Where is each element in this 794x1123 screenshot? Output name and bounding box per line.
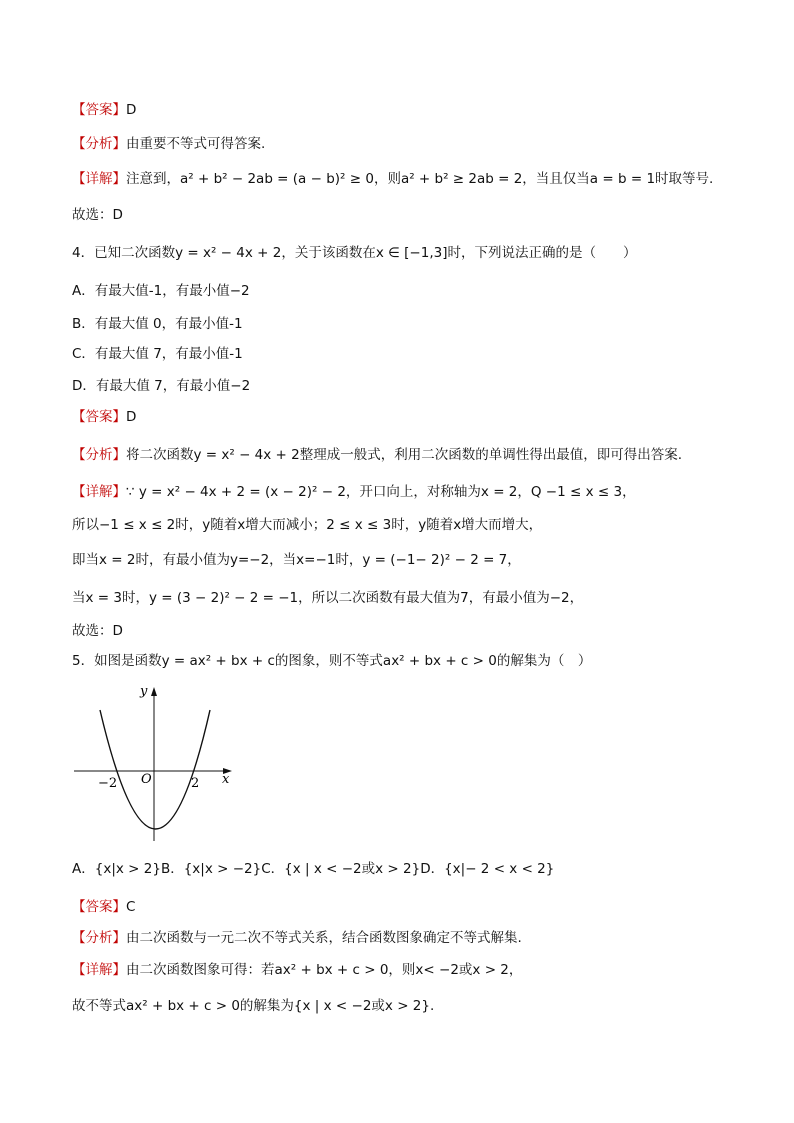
q4-option-d: D．有最大值 7，有最小值−2 (72, 378, 251, 394)
q4-detail-2: 所以−1 ≤ x ≤ 2时，y随着x增大而减小；2 ≤ x ≤ 3时，y随着x增大而增大， (72, 517, 543, 533)
q3-answer (72, 101, 136, 119)
answer-value: D (126, 409, 137, 425)
detail-tag: 【详解】 (72, 962, 126, 978)
q5-detail-2: 故不等式ax² + bx + c > 0的解集为{x | x < −2或x > 2}. (72, 998, 435, 1014)
x-axis-label: x (222, 772, 230, 787)
analysis-tag: 【分析】 (72, 930, 126, 946)
analysis-tag: 【分析】 (72, 136, 126, 152)
analysis-text: 由重要不等式可得答案. (126, 136, 266, 152)
q3-choice (72, 206, 123, 224)
q5-option-c: C．{x | x < −2或x > 2} (261, 861, 421, 877)
detail-text: ∵ y = x² − 4x + 2 = (x − 2)² − 2，开口向上，对称轴为x = 2，Q −1 ≤ x ≤ 3， (126, 484, 636, 500)
q5-analysis (72, 929, 522, 947)
parabola-curve (100, 710, 210, 829)
q4-option-b: B．有最大值 0，有最小值-1 (72, 316, 243, 332)
q4-option-a: A．有最大值-1，有最小值−2 (72, 283, 250, 299)
q4-detail-3: 即当x = 2时，有最小值为y=−2，当x=−1时，y = (−1− 2)² − 2 = 7， (72, 552, 521, 568)
q4-choice: 故选：D (72, 623, 123, 639)
choice-text: 故选：D (72, 207, 123, 223)
q5-answer (72, 898, 135, 916)
detail-text: 注意到，a² + b² − 2ab = (a − b)² ≥ 0，则a² + b² ≥ 2ab = 2，当且仅当a = b = 1时取等号. (126, 171, 714, 187)
origin-label: O (141, 772, 152, 787)
q4-detail-4: 当x = 3时，y = (3 − 2)² − 2 = −1，所以二次函数有最大值为7，有最小值为−2， (72, 590, 584, 606)
analysis-text: 将二次函数y = x² − 4x + 2整理成一般式，利用二次函数的单调性得出最值，即可得出答案. (126, 447, 683, 463)
y-axis-label: y (140, 684, 148, 699)
detail-text: 由二次函数图象可得：若ax² + bx + c > 0，则x< −2或x > 2， (126, 962, 523, 978)
q3-detail (72, 170, 713, 188)
q4-answer (72, 408, 136, 426)
neg-root-label: −2 (98, 776, 118, 791)
answer-tag: 【答案】 (72, 102, 126, 118)
answer-value: C (126, 899, 136, 915)
y-axis-arrow (151, 687, 157, 696)
answer-value: D (126, 102, 137, 118)
q4-option-c: C．有最大值 7，有最小值-1 (72, 346, 243, 362)
q5-option-d: D．{x|− 2 < x < 2} (420, 861, 555, 877)
answer-tag: 【答案】 (72, 409, 126, 425)
detail-tag: 【详解】 (72, 484, 126, 500)
q5-option-b: B．{x|x > −2} (160, 861, 262, 877)
q5-options (72, 860, 554, 878)
analysis-tag: 【分析】 (72, 447, 126, 463)
q5-detail-1 (72, 961, 522, 979)
q3-analysis (72, 135, 265, 153)
q4-detail-1 (72, 483, 636, 501)
q4-analysis (72, 446, 682, 464)
parabola-graph (72, 683, 237, 843)
pos-root-label: 2 (191, 776, 200, 791)
q5-stem: 5．如图是函数y = ax² + bx + c的图象，则不等式ax² + bx + c > 0的解集为（ ） (72, 653, 592, 669)
analysis-text: 由二次函数与一元二次不等式关系，结合函数图象确定不等式解集. (126, 930, 522, 946)
q5-option-a: A．{x|x > 2} (72, 861, 161, 877)
q4-stem: 4．已知二次函数y = x² − 4x + 2，关于该函数在x ∈ [−1,3]时，下列说法正确的是（ ） (72, 245, 637, 261)
detail-tag: 【详解】 (72, 171, 126, 187)
answer-tag: 【答案】 (72, 899, 126, 915)
